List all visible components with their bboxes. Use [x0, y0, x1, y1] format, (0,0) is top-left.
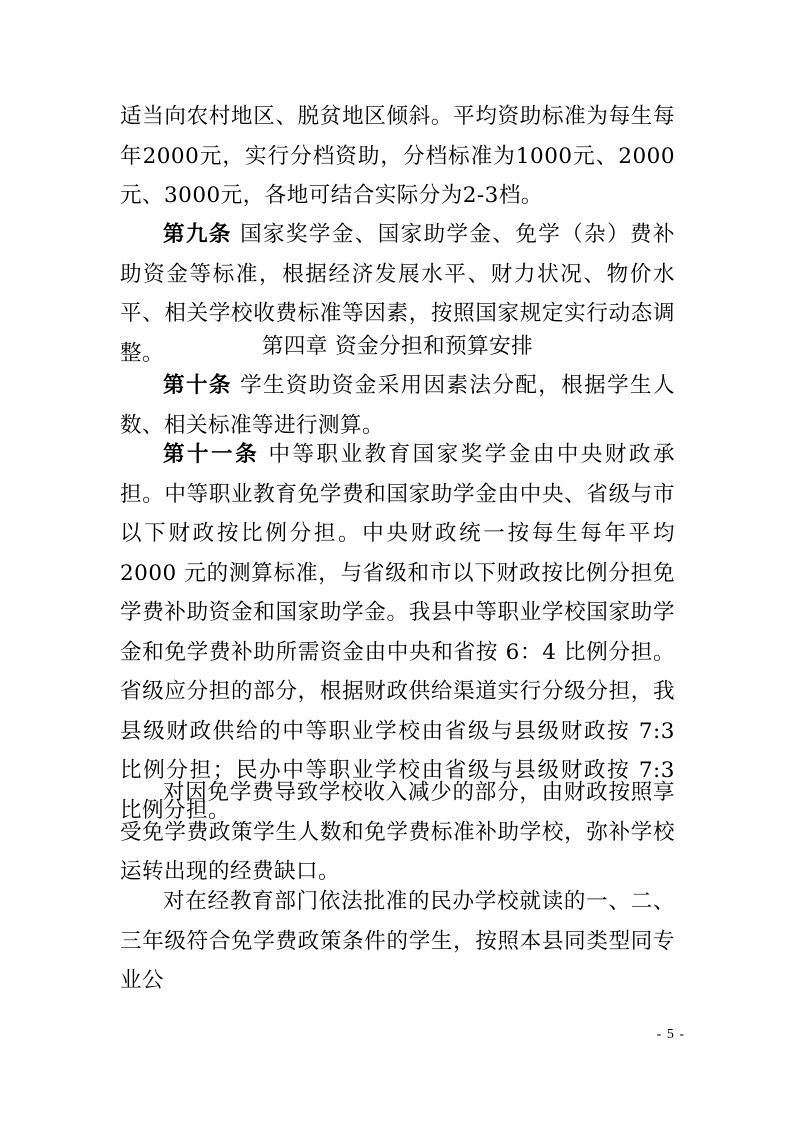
page-number: - 5 - [656, 1027, 685, 1042]
article-10-label: 第十条 [163, 373, 232, 398]
paragraph-text: 对因免学费导致学校收入减少的部分，由财政按照享受免学费政策学生人数和免学费标准补助学校，弥补学校运转出现的经费缺口。 [120, 780, 675, 884]
paragraph-text: 国家奖学金、国家助学金、免学（杂）费补助资金等标准，根据经济发展水平、财力状况、物价水平、相关学校收费标准等因素，按照国家规定实行动态调整。 [120, 222, 675, 366]
paragraph-text: 适当向农村地区、脱贫地区倾斜。平均资助标准为每生每年2000元，实行分档资助，分档标准为1000元、2000元、3000元，各地可结合实际分为2-3档。 [120, 104, 675, 208]
chapter-heading: 第四章 资金分担和预算安排 [261, 334, 534, 359]
article-11-label: 第十一条 [163, 442, 260, 467]
paragraph-p1 [120, 97, 675, 216]
paragraph-text: 对在经教育部门依法批准的民办学校就读的一、二、三年级符合免学费政策条件的学生，按照本县同类型同专业公 [120, 889, 675, 993]
paragraph-p6 [120, 882, 675, 1001]
paragraph-text: 中等职业教育国家奖学金由中央财政承担。中等职业教育免学费和国家助学金由中央、省级与市以下财政按比例分担。中央财政统一按每生每年平均 2000 元的测算标准，与省级和市以下财政按比例分担免学费补助资金和国家助学金。我县中等职业学校国家助学金和免学费补助所需资金由中央和省按 6：4 比例分担。省级应分担的部分，根据财政供给渠道实行分级分担，我县级财政供给的中等职业学校由省级与县级财政按 7:3 比例分担；民办中等职业学校由省级与县级财政按 7:3 比例分担。 [120, 442, 675, 823]
article-9-label: 第九条 [163, 222, 232, 247]
paragraph-text: 学生资助资金采用因素法分配，根据学生人数、相关标准等进行测算。 [120, 373, 675, 438]
paragraph-article-11 [120, 435, 675, 830]
paragraph-article-10 [120, 366, 675, 445]
paragraph-p5 [120, 773, 675, 892]
